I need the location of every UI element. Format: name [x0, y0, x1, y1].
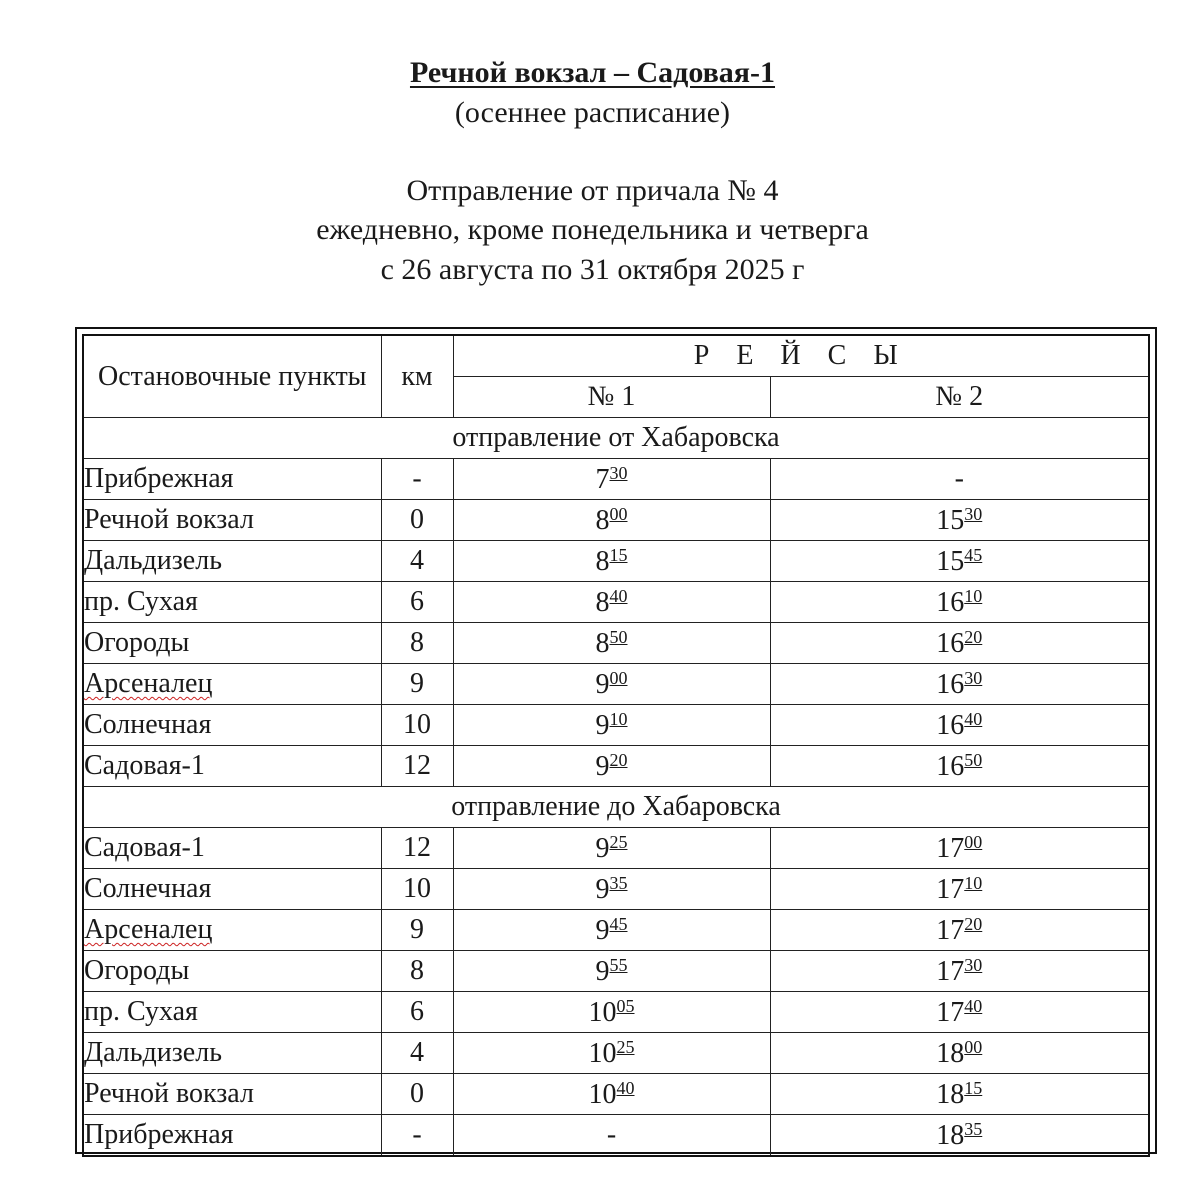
time-minutes: 35 [964, 1118, 983, 1139]
table-row [83, 705, 1149, 746]
distance-km: 12 [381, 828, 453, 869]
time-run-2 [770, 951, 1149, 992]
time-minutes: 15 [964, 1077, 983, 1098]
time-hours: 16 [936, 750, 965, 782]
time-hours: 9 [595, 914, 610, 946]
distance-km: 10 [381, 869, 453, 910]
time-hours: 10 [588, 996, 617, 1028]
time-hours: 15 [936, 504, 965, 536]
table-row [83, 500, 1149, 541]
time-minutes: 40 [964, 995, 983, 1016]
time-run-1 [453, 1033, 770, 1074]
stop-name-cell [83, 992, 381, 1033]
operating-days: ежедневно, кроме понедельника и четверга [316, 213, 869, 246]
stop-name: Арсеналец [84, 914, 213, 945]
table-row [83, 582, 1149, 623]
table-row [83, 746, 1149, 787]
time-minutes: 20 [964, 913, 983, 934]
time-hours: 17 [936, 832, 965, 864]
time-run-1 [453, 500, 770, 541]
section-title: отправление от Хабаровска [83, 418, 1149, 459]
time-run-2 [770, 1033, 1149, 1074]
distance-km: 6 [381, 992, 453, 1033]
time-minutes: 00 [964, 831, 983, 852]
distance-km: 8 [381, 623, 453, 664]
section-header-row [83, 418, 1149, 459]
time-run-2 [770, 582, 1149, 623]
distance-km: 0 [381, 1074, 453, 1115]
stop-name: Арсеналец [84, 668, 213, 699]
time-hours: 8 [595, 545, 610, 577]
time-minutes: 30 [964, 667, 983, 688]
schedule-frame [75, 327, 1157, 1154]
stop-name: Солнечная [84, 873, 212, 904]
time-minutes: 40 [964, 708, 983, 729]
table-row [83, 1033, 1149, 1074]
time-run-1 [453, 623, 770, 664]
stop-name: пр. Сухая [84, 996, 198, 1027]
time-run-1 [453, 828, 770, 869]
stop-name: Прибрежная [84, 463, 234, 494]
time-minutes: 30 [964, 954, 983, 975]
schedule-body [83, 418, 1149, 1157]
section-title: отправление до Хабаровска [83, 787, 1149, 828]
stop-name-cell [83, 541, 381, 582]
stop-name-cell [83, 705, 381, 746]
stop-name: Садовая-1 [84, 750, 205, 781]
distance-km: 6 [381, 582, 453, 623]
time-hours: 17 [936, 955, 965, 987]
document-subtitle: (осеннее расписание) [454, 96, 731, 129]
schedule-table [82, 334, 1150, 1157]
table-row [83, 541, 1149, 582]
stop-name: Садовая-1 [84, 832, 205, 863]
distance-km: - [381, 459, 453, 500]
time-hours: 8 [595, 586, 610, 618]
time-hours: 8 [595, 504, 610, 536]
time-hours: 7 [595, 463, 610, 495]
time-minutes: 00 [609, 667, 628, 688]
time-run-2 [770, 664, 1149, 705]
stop-name: Прибрежная [84, 1119, 234, 1150]
date-range: с 26 августа по 31 октября 2025 г [380, 253, 805, 286]
time-minutes: 45 [609, 913, 628, 934]
time-run-2 [770, 500, 1149, 541]
table-row [83, 828, 1149, 869]
time-minutes: 25 [609, 831, 628, 852]
time-minutes: 10 [964, 585, 983, 606]
time-hours: 16 [936, 586, 965, 618]
header-trips: Р Е Й С Ы [453, 335, 1149, 377]
table-row [83, 1115, 1149, 1157]
time-run-1 [453, 664, 770, 705]
time-hours: 18 [936, 1119, 965, 1151]
table-row [83, 992, 1149, 1033]
distance-km: 9 [381, 910, 453, 951]
time-minutes: 30 [609, 462, 628, 483]
time-hours: 18 [936, 1078, 965, 1110]
time-run-1 [453, 541, 770, 582]
distance-km: 9 [381, 664, 453, 705]
time-hours: 9 [595, 955, 610, 987]
time-run-2 [770, 459, 1149, 500]
section-header-row [83, 787, 1149, 828]
time-minutes: 15 [609, 544, 628, 565]
stop-name-cell [83, 1074, 381, 1115]
stop-name-cell [83, 664, 381, 705]
time-run-1 [453, 459, 770, 500]
stop-name-cell [83, 459, 381, 500]
table-row [83, 951, 1149, 992]
distance-km: 12 [381, 746, 453, 787]
stop-name: Огороды [84, 627, 190, 658]
time-minutes: 45 [964, 544, 983, 565]
time-minutes: 55 [609, 954, 628, 975]
time-placeholder: - [954, 463, 964, 494]
stop-name-cell [83, 623, 381, 664]
time-run-1 [453, 582, 770, 623]
stop-name-cell [83, 1115, 381, 1157]
stop-name-cell [83, 582, 381, 623]
table-row [83, 623, 1149, 664]
time-hours: 16 [936, 709, 965, 741]
time-run-2 [770, 1074, 1149, 1115]
time-minutes: 40 [616, 1077, 635, 1098]
time-minutes: 50 [964, 749, 983, 770]
time-minutes: 10 [609, 708, 628, 729]
time-hours: 10 [588, 1078, 617, 1110]
stop-name-cell [83, 828, 381, 869]
time-run-1 [453, 746, 770, 787]
time-run-2 [770, 869, 1149, 910]
time-hours: 16 [936, 668, 965, 700]
time-minutes: 20 [964, 626, 983, 647]
time-minutes: 35 [609, 872, 628, 893]
time-run-1 [453, 869, 770, 910]
time-hours: 8 [595, 627, 610, 659]
time-minutes: 30 [964, 503, 983, 524]
stop-name: Солнечная [84, 709, 212, 740]
table-row [83, 664, 1149, 705]
stop-name: Речной вокзал [84, 1078, 254, 1109]
time-run-1 [453, 951, 770, 992]
time-minutes: 50 [609, 626, 628, 647]
time-run-2 [770, 1115, 1149, 1157]
time-hours: 9 [595, 873, 610, 905]
time-hours: 9 [595, 832, 610, 864]
stop-name-cell [83, 746, 381, 787]
time-hours: 17 [936, 873, 965, 905]
time-run-1 [453, 1115, 770, 1157]
stop-name-cell [83, 500, 381, 541]
time-hours: 18 [936, 1037, 965, 1069]
time-run-1 [453, 705, 770, 746]
stop-name: Дальдизель [84, 1037, 222, 1068]
stop-name: Огороды [84, 955, 190, 986]
distance-km: 8 [381, 951, 453, 992]
stop-name-cell [83, 1033, 381, 1074]
time-hours: 9 [595, 750, 610, 782]
distance-km: 0 [381, 500, 453, 541]
header-run-2: № 2 [770, 377, 1149, 418]
departure-pier: Отправление от причала № 4 [406, 174, 779, 207]
time-run-1 [453, 910, 770, 951]
stop-name: пр. Сухая [84, 586, 198, 617]
time-minutes: 40 [609, 585, 628, 606]
time-hours: 15 [936, 545, 965, 577]
header-run-1: № 1 [453, 377, 770, 418]
distance-km: 4 [381, 1033, 453, 1074]
table-row [83, 459, 1149, 500]
header-km: км [381, 335, 453, 418]
table-row [83, 869, 1149, 910]
time-hours: 9 [595, 709, 610, 741]
time-run-1 [453, 1074, 770, 1115]
time-run-2 [770, 910, 1149, 951]
stop-name-cell [83, 869, 381, 910]
header-stops: Остановочные пункты [83, 335, 381, 418]
distance-km: 10 [381, 705, 453, 746]
time-hours: 10 [588, 1037, 617, 1069]
time-run-2 [770, 541, 1149, 582]
time-hours: 16 [936, 627, 965, 659]
time-run-2 [770, 746, 1149, 787]
distance-km: 4 [381, 541, 453, 582]
time-minutes: 00 [609, 503, 628, 524]
document-title: Речной вокзал – Садовая-1 [409, 56, 776, 89]
stop-name: Дальдизель [84, 545, 222, 576]
time-minutes: 05 [616, 995, 635, 1016]
time-minutes: 10 [964, 872, 983, 893]
time-hours: 17 [936, 996, 965, 1028]
time-minutes: 20 [609, 749, 628, 770]
time-run-2 [770, 828, 1149, 869]
time-hours: 9 [595, 668, 610, 700]
time-run-2 [770, 623, 1149, 664]
stop-name: Речной вокзал [84, 504, 254, 535]
time-run-2 [770, 992, 1149, 1033]
distance-km: - [381, 1115, 453, 1157]
time-run-1 [453, 992, 770, 1033]
time-minutes: 00 [964, 1036, 983, 1057]
time-run-2 [770, 705, 1149, 746]
stop-name-cell [83, 910, 381, 951]
table-row [83, 1074, 1149, 1115]
time-hours: 17 [936, 914, 965, 946]
time-placeholder: - [606, 1119, 617, 1150]
time-minutes: 25 [616, 1036, 635, 1057]
table-row [83, 910, 1149, 951]
stop-name-cell [83, 951, 381, 992]
